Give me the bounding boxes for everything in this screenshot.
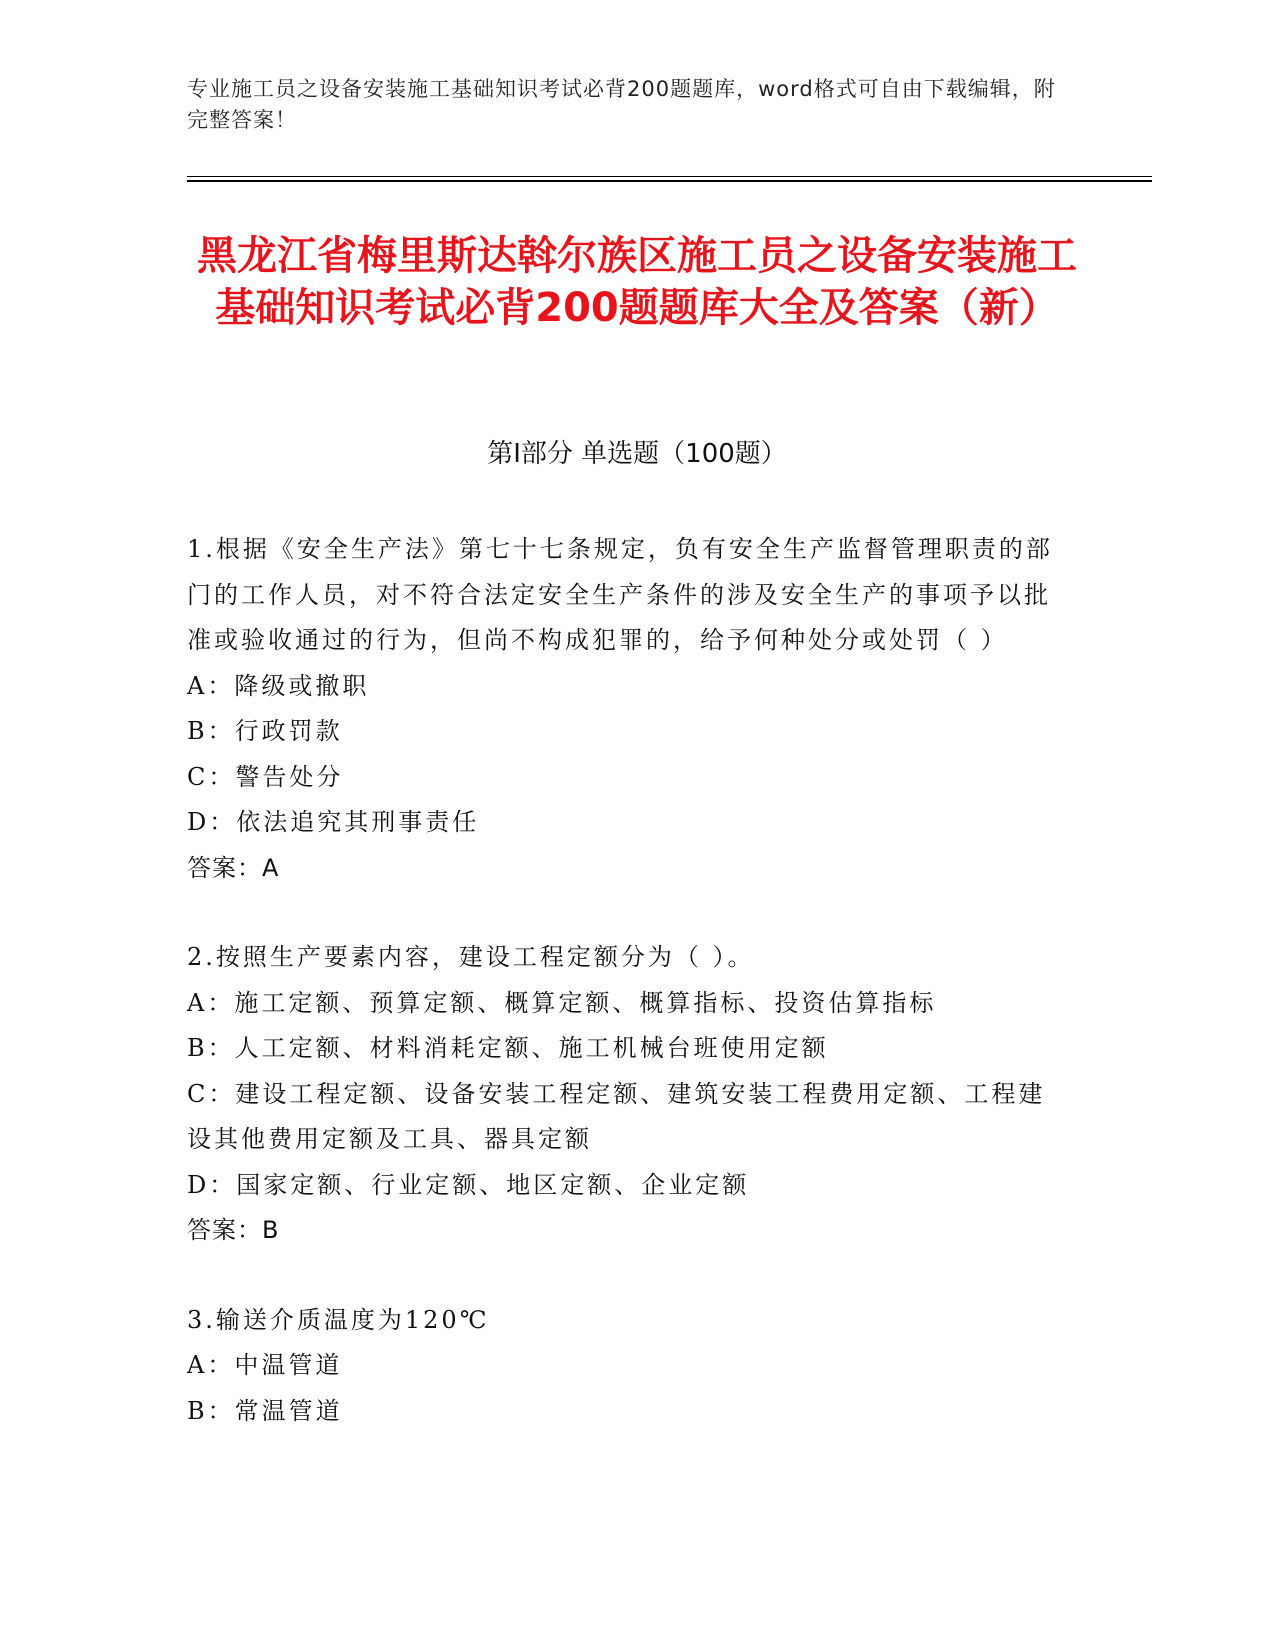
question-3 — [187, 1298, 1067, 1435]
option-b: B：常温管道 — [187, 1396, 343, 1425]
answer: 答案：B — [187, 1216, 280, 1244]
header-divider-thick — [187, 180, 1152, 182]
option-a: A：降级或撤职 — [187, 671, 370, 700]
option-a: A：施工定额、预算定额、概算定额、概算指标、投资估算指标 — [187, 988, 937, 1017]
header-divider — [187, 176, 1152, 182]
section-title: 第Ⅰ部分 单选题（100题） — [487, 439, 787, 469]
document-title: 黑龙江省梅里斯达斡尔族区施工员之设备安装施工基础知识考试必背200题题库大全及答案（新） — [197, 233, 1077, 331]
question-text: 2.按照生产要素内容，建设工程定额分为（ ）。 — [187, 943, 755, 971]
option-c: C：建设工程定额、设备安装工程定额、建筑安装工程费用定额、工程建设其他费用定额及工具、器具定额 — [187, 1079, 1046, 1153]
option-d: D：国家定额、行业定额、地区定额、企业定额 — [187, 1170, 750, 1199]
option-a: A：中温管道 — [187, 1351, 343, 1379]
question-1 — [187, 527, 1067, 891]
option-b: B：行政罚款 — [187, 717, 343, 745]
option-b: B：人工定额、材料消耗定额、施工机械台班使用定额 — [187, 1034, 829, 1062]
question-text: 3.输送介质温度为120℃ — [187, 1305, 490, 1334]
question-2 — [187, 935, 1067, 1254]
question-list — [187, 527, 1067, 1478]
header-divider-thin — [187, 176, 1152, 177]
answer: 答案：A — [187, 853, 280, 882]
option-d: D：依法追究其刑事责任 — [187, 808, 480, 836]
option-c: C：警告处分 — [187, 762, 344, 791]
question-text: 1.根据《安全生产法》第七十七条规定，负有安全生产监督管理职责的部门的工作人员，对不符合法定安全生产条件的涉及安全生产的事项予以批准或验收通过的行为，但尚不构成犯罪的，给予何种处分或处罚（ ） — [187, 535, 1053, 654]
header-note: 专业施工员之设备安装施工基础知识考试必背200题题库，word格式可自由下载编辑，附完整答案！ — [187, 77, 1056, 132]
